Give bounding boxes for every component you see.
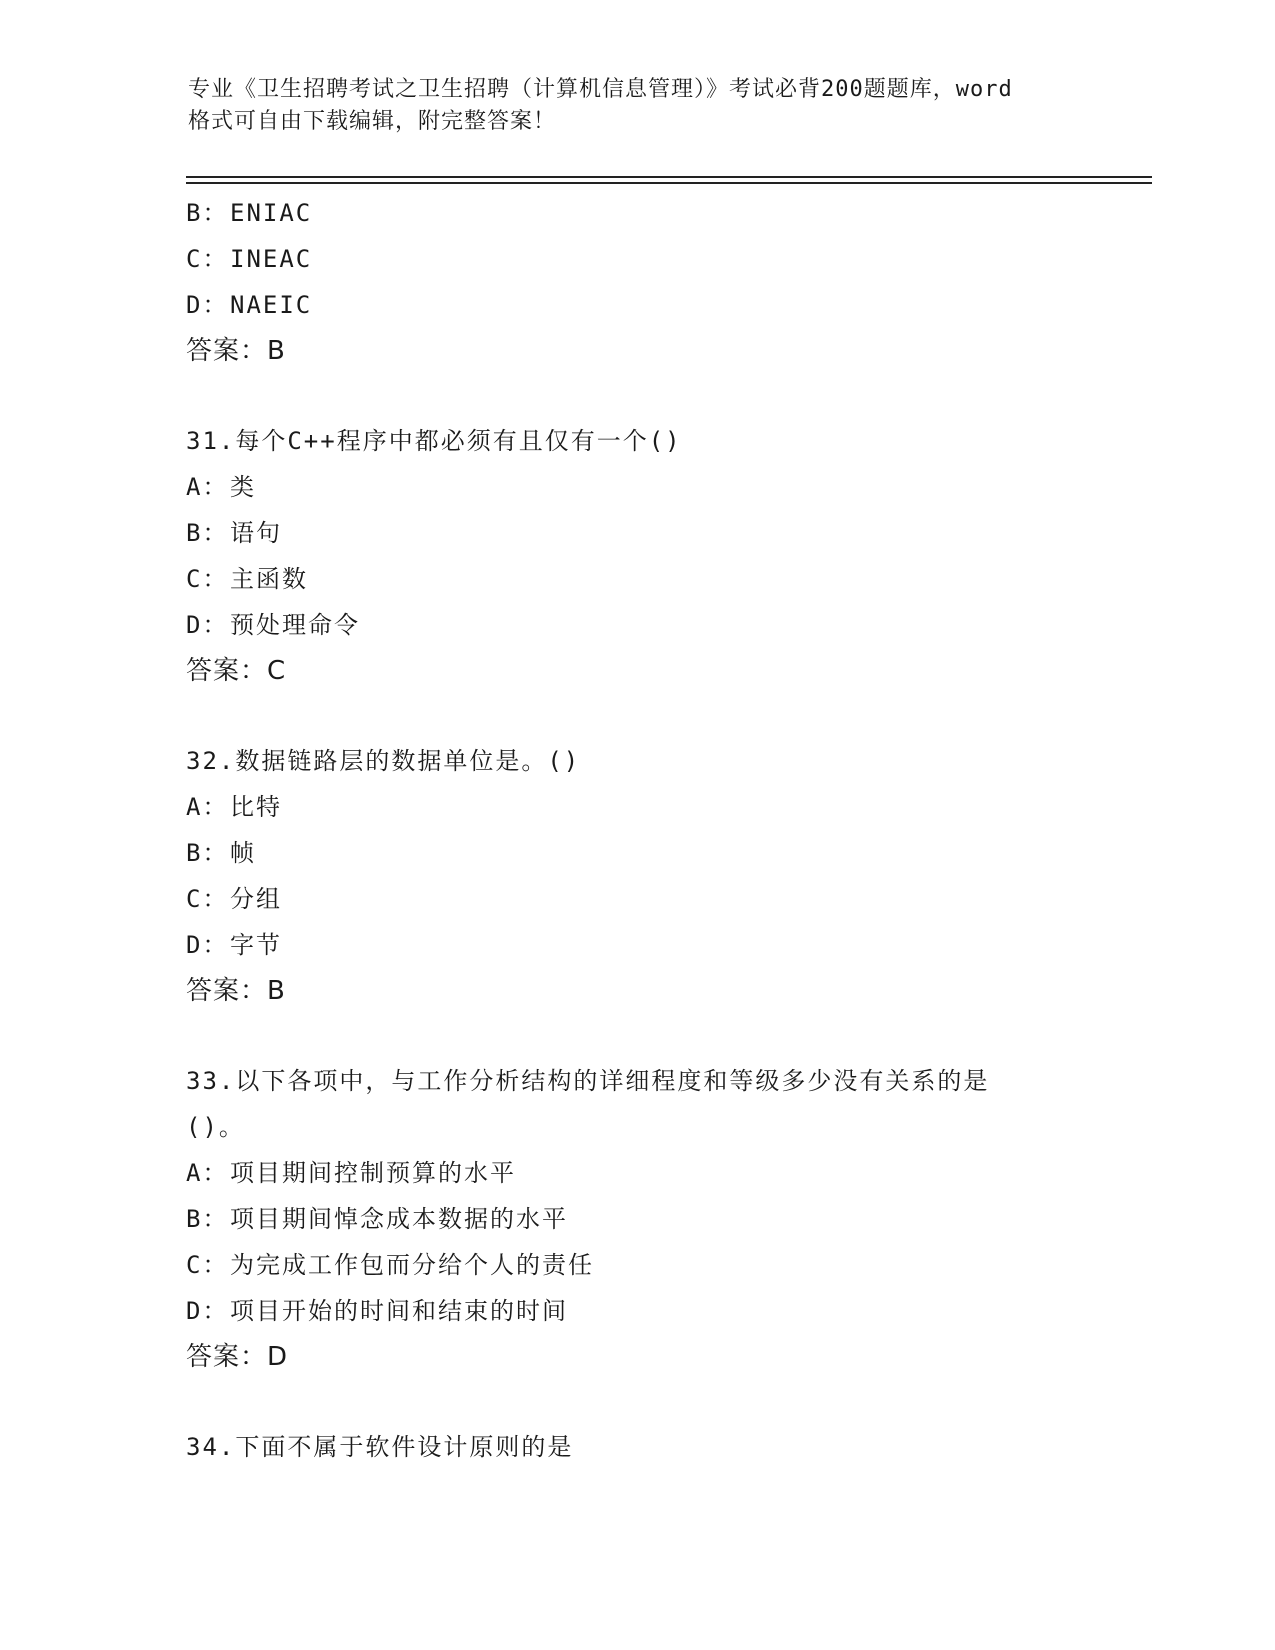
question-34 bbox=[186, 1424, 1086, 1470]
header-divider-top bbox=[186, 176, 1152, 178]
option-a: A：项目期间控制预算的水平 bbox=[186, 1159, 516, 1187]
option-b: B：项目期间悼念成本数据的水平 bbox=[186, 1205, 568, 1233]
option-d: D：字节 bbox=[186, 931, 282, 959]
answer-line: 答案：C bbox=[186, 656, 287, 686]
question-32 bbox=[186, 738, 1086, 1014]
document-header bbox=[188, 74, 1088, 138]
question-stem: 31.每个C++程序中都必须有且仅有一个() bbox=[186, 427, 682, 455]
option-c: C：分组 bbox=[186, 885, 282, 913]
question-stem: 34.下面不属于软件设计原则的是 bbox=[186, 1433, 574, 1461]
option-a: A：比特 bbox=[186, 793, 282, 821]
question-33 bbox=[186, 1058, 1086, 1380]
question-stem-continued: ()。 bbox=[186, 1113, 245, 1141]
answer-line: 答案：D bbox=[186, 1342, 289, 1372]
option-a: A：类 bbox=[186, 473, 256, 501]
question-30-continuation bbox=[186, 190, 1086, 374]
option-d: D：NAEIC bbox=[186, 291, 313, 319]
answer-line: 答案：B bbox=[186, 336, 286, 366]
header-divider-bottom bbox=[186, 182, 1152, 184]
option-c: C：INEAC bbox=[186, 245, 313, 273]
question-31 bbox=[186, 418, 1086, 694]
question-list bbox=[186, 190, 1086, 1470]
option-b: B：帧 bbox=[186, 839, 256, 867]
answer-line: 答案：B bbox=[186, 976, 286, 1006]
option-d: D：项目开始的时间和结束的时间 bbox=[186, 1297, 568, 1325]
question-stem: 33.以下各项中，与工作分析结构的详细程度和等级多少没有关系的是 bbox=[186, 1067, 990, 1095]
question-stem: 32.数据链路层的数据单位是。() bbox=[186, 747, 581, 775]
header-title-line-1: 专业《卫生招聘考试之卫生招聘（计算机信息管理）》考试必背200题题库，word bbox=[188, 77, 1013, 102]
header-title-line-2: 格式可自由下载编辑，附完整答案！ bbox=[188, 109, 557, 134]
option-b: B：语句 bbox=[186, 519, 282, 547]
option-d: D：预处理命令 bbox=[186, 611, 360, 639]
option-b: B：ENIAC bbox=[186, 199, 313, 227]
option-c: C：为完成工作包而分给个人的责任 bbox=[186, 1251, 594, 1279]
option-c: C：主函数 bbox=[186, 565, 308, 593]
